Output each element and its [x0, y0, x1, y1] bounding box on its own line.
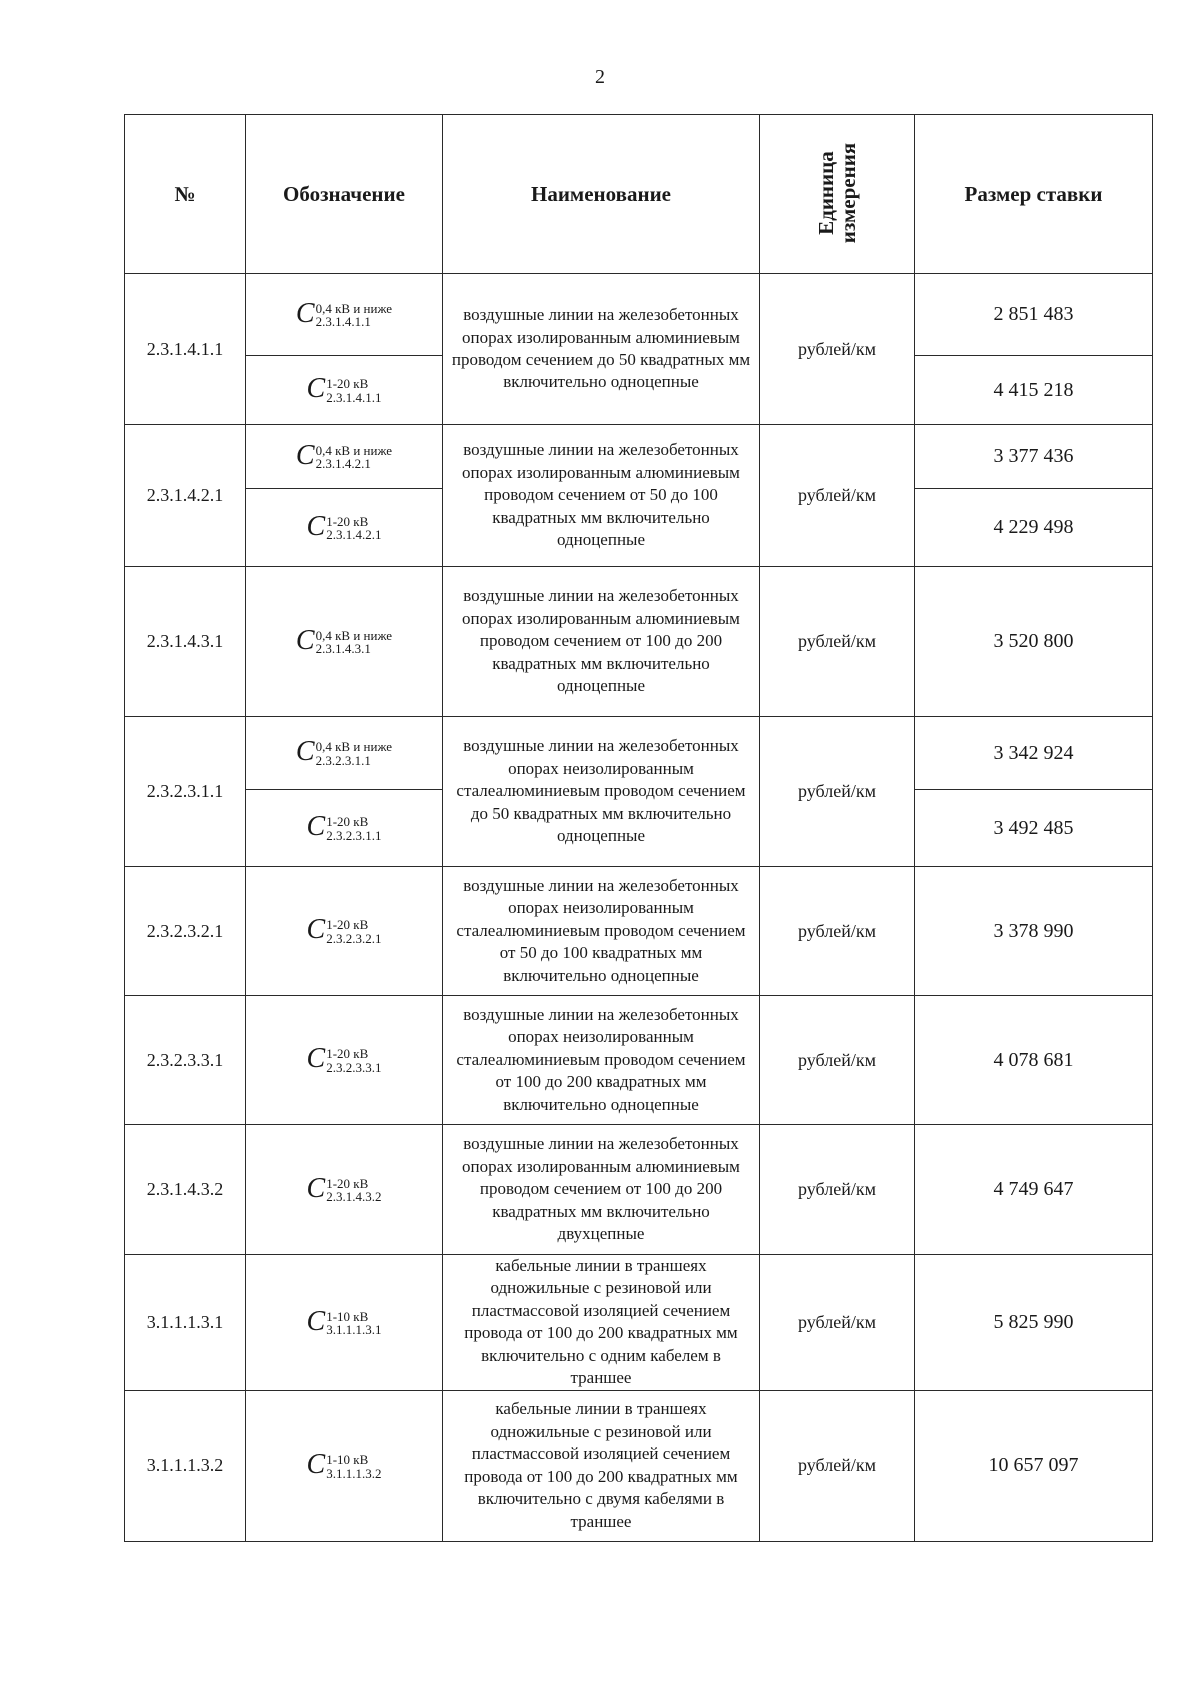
header-unit-label: Единица измерения — [813, 142, 860, 244]
table-row — [125, 567, 1153, 717]
table-row — [125, 1255, 1153, 1391]
unit-cell: рублей/км — [760, 1125, 915, 1255]
designation-symbol — [307, 1451, 382, 1480]
voltage-superscript: 0,4 кВ и ниже — [315, 627, 393, 643]
unit-cell: рублей/км — [760, 996, 915, 1125]
row-number: 2.3.1.4.1.1 — [125, 274, 246, 425]
row-number: 3.1.1.1.3.2 — [125, 1390, 246, 1541]
item-name: воздушные линии на железобетонных опорах изолированным алюминиевым проводом сечением от 100 до 200 квадратных мм включительно двухцепные — [443, 1125, 760, 1255]
item-name: воздушные линии на железобетонных опорах изолированным алюминиевым проводом сечением до 50 квадратных мм включительно одноцепные — [443, 274, 760, 425]
voltage-superscript: 1-20 кВ — [326, 1175, 369, 1191]
designation-cell — [246, 1390, 443, 1541]
table-row — [125, 1125, 1153, 1255]
symbol-letter: C — [306, 1172, 326, 1204]
table-row — [125, 996, 1153, 1125]
symbol-letter: C — [306, 1449, 326, 1481]
row-number: 2.3.1.4.2.1 — [125, 425, 246, 567]
voltage-superscript: 1-20 кВ — [326, 513, 369, 529]
designation-cell — [246, 867, 443, 996]
rate-cell: 4 229 498 — [915, 489, 1153, 567]
table-row — [125, 867, 1153, 996]
code-subscript: 3.1.1.1.3.1 — [326, 1322, 382, 1338]
rate-cell: 5 825 990 — [915, 1255, 1153, 1391]
designation-symbol — [295, 297, 393, 330]
unit-cell: рублей/км — [760, 274, 915, 425]
rate-cell: 4 415 218 — [915, 356, 1153, 425]
table-row — [125, 274, 1153, 356]
symbol-letter: C — [306, 510, 326, 542]
table-row — [125, 717, 1153, 790]
unit-cell: рублей/км — [760, 1255, 915, 1391]
voltage-superscript: 1-20 кВ — [326, 814, 369, 830]
code-subscript: 2.3.2.3.3.1 — [326, 1059, 382, 1075]
designation-symbol — [307, 813, 382, 842]
row-number: 2.3.2.3.1.1 — [125, 717, 246, 867]
unit-cell: рублей/км — [760, 867, 915, 996]
item-name: воздушные линии на железобетонных опорах изолированным алюминиевым проводом сечением от 50 до 100 квадратных мм включительно одноцепные — [443, 425, 760, 567]
header-designation: Обозначение — [246, 115, 443, 274]
row-number: 2.3.2.3.3.1 — [125, 996, 246, 1125]
header-name: Наименование — [443, 115, 760, 274]
unit-cell: рублей/км — [760, 567, 915, 717]
voltage-superscript: 0,4 кВ и ниже — [315, 739, 393, 755]
designation-symbol — [306, 510, 382, 543]
designation-symbol — [307, 916, 382, 945]
voltage-superscript: 1-10 кВ — [326, 1451, 369, 1467]
designation-symbol — [295, 624, 393, 657]
code-subscript: 2.3.1.4.1.1 — [326, 389, 382, 405]
table-row — [125, 425, 1153, 489]
row-number: 2.3.1.4.3.1 — [125, 567, 246, 717]
item-name: кабельные линии в траншеях одножильные с резиновой или пластмассовой изоляцией сечением провода от 100 до 200 квадратных мм включительно с двумя кабелями в траншее — [443, 1390, 760, 1541]
designation-cell — [246, 1255, 443, 1391]
designation-cell — [246, 790, 443, 867]
rate-cell: 3 378 990 — [915, 867, 1153, 996]
code-subscript: 2.3.1.4.1.1 — [315, 314, 371, 330]
designation-cell — [246, 489, 443, 567]
code-subscript: 2.3.1.4.3.2 — [326, 1189, 382, 1205]
rate-cell: 3 492 485 — [915, 790, 1153, 867]
symbol-letter: C — [306, 811, 326, 843]
table-row — [125, 1390, 1153, 1541]
designation-symbol — [307, 1045, 382, 1074]
voltage-superscript: 1-20 кВ — [326, 1046, 369, 1062]
item-name: воздушные линии на железобетонных опорах неизолированным сталеалюминиевым проводом сечением до 50 квадратных мм включительно одноцепные — [443, 717, 760, 867]
symbol-letter: C — [295, 624, 315, 656]
code-subscript: 2.3.1.4.2.1 — [326, 527, 382, 543]
item-name: воздушные линии на железобетонных опорах неизолированным сталеалюминиевым проводом сечением от 100 до 200 квадратных мм включительно одноцепные — [443, 996, 760, 1125]
header-rate: Размер ставки — [915, 115, 1153, 274]
code-subscript: 2.3.2.3.1.1 — [326, 827, 382, 843]
unit-cell: рублей/км — [760, 717, 915, 867]
item-name: кабельные линии в траншеях одножильные с резиновой или пластмассовой изоляцией сечением провода от 100 до 200 квадратных мм включительно с одним кабелем в траншее — [443, 1255, 760, 1391]
code-subscript: 2.3.2.3.2.1 — [326, 930, 382, 946]
item-name: воздушные линии на железобетонных опорах неизолированным сталеалюминиевым проводом сечением от 50 до 100 квадратных мм включительно одноцепные — [443, 867, 760, 996]
symbol-letter: C — [306, 1305, 326, 1337]
designation-symbol — [306, 1305, 382, 1338]
unit-cell: рублей/км — [760, 1390, 915, 1541]
rate-cell: 3 342 924 — [915, 717, 1153, 790]
code-subscript: 2.3.1.4.3.1 — [315, 641, 371, 657]
symbol-letter: C — [295, 439, 315, 471]
rate-cell: 4 078 681 — [915, 996, 1153, 1125]
designation-symbol — [296, 738, 392, 767]
designation-cell — [246, 425, 443, 489]
code-subscript: 2.3.2.3.1.1 — [315, 752, 371, 768]
code-subscript: 2.3.1.4.2.1 — [315, 456, 371, 472]
designation-cell — [246, 717, 443, 790]
symbol-letter: C — [295, 736, 315, 768]
unit-cell: рублей/км — [760, 425, 915, 567]
designation-cell — [246, 274, 443, 356]
rate-cell: 3 520 800 — [915, 567, 1153, 717]
rate-cell: 4 749 647 — [915, 1125, 1153, 1255]
designation-cell — [246, 1125, 443, 1255]
row-number: 2.3.2.3.2.1 — [125, 867, 246, 996]
row-number: 2.3.1.4.3.2 — [125, 1125, 246, 1255]
symbol-letter: C — [306, 373, 326, 405]
rate-cell: 10 657 097 — [915, 1390, 1153, 1541]
header-unit — [760, 115, 915, 274]
designation-cell — [246, 356, 443, 425]
page-number: 2 — [595, 66, 605, 88]
symbol-letter: C — [295, 297, 315, 329]
voltage-superscript: 1-10 кВ — [326, 1308, 369, 1324]
designation-symbol — [306, 1172, 382, 1205]
code-subscript: 3.1.1.1.3.2 — [326, 1465, 382, 1481]
voltage-superscript: 1-20 кВ — [326, 917, 369, 933]
voltage-superscript: 0,4 кВ и ниже — [315, 442, 393, 458]
designation-cell — [246, 567, 443, 717]
designation-symbol — [307, 375, 382, 404]
row-number: 3.1.1.1.3.1 — [125, 1255, 246, 1391]
designation-cell — [246, 996, 443, 1125]
voltage-superscript: 1-20 кВ — [326, 376, 369, 392]
voltage-superscript: 0,4 кВ и ниже — [315, 300, 393, 316]
header-no: № — [125, 115, 246, 274]
designation-symbol — [295, 439, 393, 472]
rates-table — [124, 114, 1153, 1542]
rate-cell: 3 377 436 — [915, 425, 1153, 489]
header-row — [125, 115, 1153, 274]
symbol-letter: C — [306, 914, 326, 946]
item-name: воздушные линии на железобетонных опорах изолированным алюминиевым проводом сечением от 100 до 200 квадратных мм включительно одноцепные — [443, 567, 760, 717]
rate-cell: 2 851 483 — [915, 274, 1153, 356]
symbol-letter: C — [306, 1043, 326, 1075]
